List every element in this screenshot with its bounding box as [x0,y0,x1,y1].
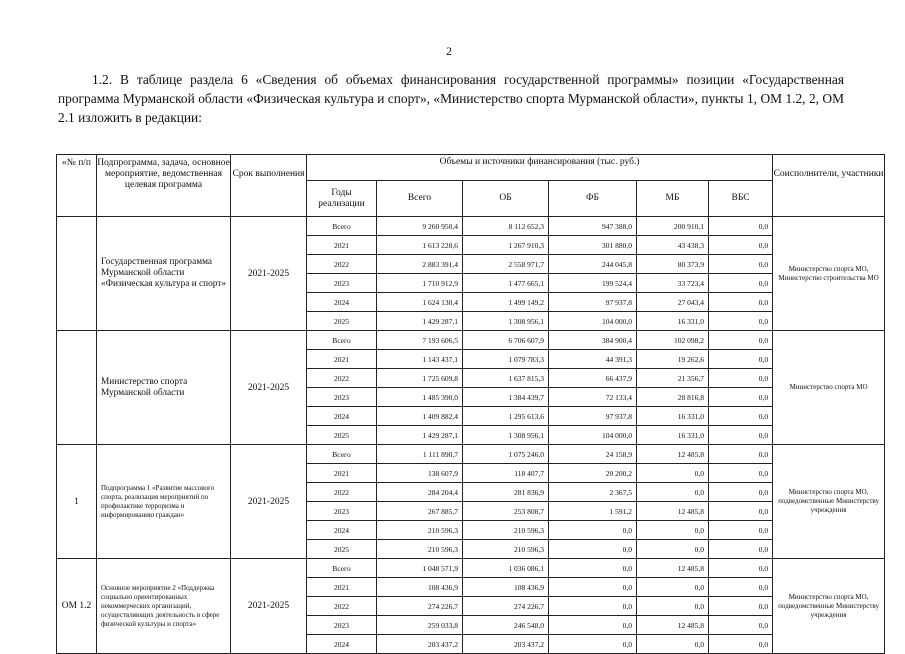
item-number [57,331,97,445]
vbs-cell: 0,0 [709,426,773,445]
header-vbs: ВБС [709,181,773,217]
fb-cell: 72 133,4 [549,388,637,407]
vbs-cell: 0,0 [709,540,773,559]
ob-cell: 1 079 783,3 [463,350,549,369]
item-term: 2021-2025 [231,445,307,559]
vbs-cell: 0,0 [709,559,773,578]
fb-cell: 384 900,4 [549,331,637,350]
fb-cell: 0,0 [549,616,637,635]
mb-cell: 0,0 [637,521,709,540]
year-cell: 2022 [307,255,377,274]
header-participants: Соисполнители, участники [773,155,885,217]
ob-cell: 1 036 086,1 [463,559,549,578]
funding-table [56,154,885,654]
total-cell: 284 204,4 [377,483,463,502]
table-row [57,559,885,578]
year-cell: 2023 [307,274,377,293]
year-cell: 2023 [307,502,377,521]
total-cell: 259 033,8 [377,616,463,635]
year-cell: Всего [307,331,377,350]
vbs-cell: 0,0 [709,369,773,388]
item-participants: Министерство спорта МО, подведомственные Министерству учреждения [773,559,885,654]
fb-cell: 244 045,8 [549,255,637,274]
mb-cell: 0,0 [637,540,709,559]
mb-cell: 43 438,3 [637,236,709,255]
fb-cell: 0,0 [549,635,637,654]
table-row [57,445,885,464]
fb-cell: 0,0 [549,540,637,559]
vbs-cell: 0,0 [709,521,773,540]
header-term: Срок выполнения [231,155,307,217]
ob-cell: 253 808,7 [463,502,549,521]
mb-cell: 0,0 [637,597,709,616]
total-cell: 203 437,2 [377,635,463,654]
vbs-cell: 0,0 [709,274,773,293]
total-cell: 138 607,9 [377,464,463,483]
item-participants: Министерство спорта МО, Министерство строительства МО [773,217,885,331]
vbs-cell: 0,0 [709,255,773,274]
fb-cell: 66 437,9 [549,369,637,388]
year-cell: 2022 [307,597,377,616]
year-cell: 2025 [307,540,377,559]
ob-cell: 118 407,7 [463,464,549,483]
year-cell: 2022 [307,369,377,388]
ob-cell: 1 308 956,1 [463,312,549,331]
year-cell: 2024 [307,521,377,540]
year-cell: 2022 [307,483,377,502]
total-cell: 1 048 571,9 [377,559,463,578]
ob-cell: 108 436,9 [463,578,549,597]
total-cell: 1 725 609,8 [377,369,463,388]
fb-cell: 0,0 [549,521,637,540]
mb-cell: 21 356,7 [637,369,709,388]
total-cell: 2 883 391,4 [377,255,463,274]
fb-cell: 97 937,8 [549,407,637,426]
year-cell: Всего [307,217,377,236]
vbs-cell: 0,0 [709,635,773,654]
ob-cell: 1 075 246,0 [463,445,549,464]
total-cell: 108 436,9 [377,578,463,597]
fb-cell: 301 880,0 [549,236,637,255]
year-cell: 2021 [307,236,377,255]
year-cell: 2023 [307,388,377,407]
mb-cell: 12 485,8 [637,559,709,578]
fb-cell: 1 591,2 [549,502,637,521]
total-cell: 1 710 912,9 [377,274,463,293]
ob-cell: 281 836,9 [463,483,549,502]
vbs-cell: 0,0 [709,483,773,502]
year-cell: 2021 [307,464,377,483]
mb-cell: 33 723,4 [637,274,709,293]
mb-cell: 0,0 [637,578,709,597]
item-name: Министерство спорта Мурманской области [97,331,231,445]
mb-cell: 16 331,0 [637,407,709,426]
ob-cell: 6 706 607,9 [463,331,549,350]
item-number [57,217,97,331]
item-participants: Министерство спорта МО, подведомственные Министерству учреждения [773,445,885,559]
vbs-cell: 0,0 [709,578,773,597]
ob-cell: 274 226,7 [463,597,549,616]
fb-cell: 2 367,5 [549,483,637,502]
ob-cell: 1 267 910,3 [463,236,549,255]
ob-cell: 1 499 149,2 [463,293,549,312]
item-term: 2021-2025 [231,217,307,331]
year-cell: Всего [307,559,377,578]
fb-cell: 97 937,8 [549,293,637,312]
header-ob: ОБ [463,181,549,217]
mb-cell: 12 485,8 [637,502,709,521]
ob-cell: 210 596,3 [463,540,549,559]
vbs-cell: 0,0 [709,597,773,616]
header-mb: МБ [637,181,709,217]
header-name: Подпрограмма, задача, основное мероприятие, ведомственная целевая программа [97,155,231,217]
vbs-cell: 0,0 [709,293,773,312]
mb-cell: 200 910,1 [637,217,709,236]
ob-cell: 1 477 665,1 [463,274,549,293]
item-name: Подпрограмма 1 «Развитие массового спорта, реализация мероприятий по профилактике терроризма и информированию граждан» [97,445,231,559]
total-cell: 210 596,3 [377,521,463,540]
item-name: Основное мероприятие 2 «Поддержка социально ориентированных некоммерческих организаций, осуществляющих деятельность в сфере физической культуры и спорта» [97,559,231,654]
vbs-cell: 0,0 [709,331,773,350]
fb-cell: 44 391,3 [549,350,637,369]
item-name: Государственная программа Мурманской области «Физическая культура и спорт» [97,217,231,331]
total-cell: 1 409 882,4 [377,407,463,426]
total-cell: 210 596,3 [377,540,463,559]
header-total: Всего [377,181,463,217]
total-cell: 267 885,7 [377,502,463,521]
mb-cell: 12 485,8 [637,445,709,464]
ob-cell: 2 558 971,7 [463,255,549,274]
fb-cell: 20 200,2 [549,464,637,483]
fb-cell: 104 000,0 [549,312,637,331]
ob-cell: 1 384 439,7 [463,388,549,407]
year-cell: 2025 [307,426,377,445]
mb-cell: 0,0 [637,464,709,483]
year-cell: 2024 [307,407,377,426]
total-cell: 7 193 606,5 [377,331,463,350]
vbs-cell: 0,0 [709,502,773,521]
vbs-cell: 0,0 [709,217,773,236]
item-participants: Министерство спорта МО [773,331,885,445]
fb-cell: 947 388,0 [549,217,637,236]
fb-cell: 104 000,0 [549,426,637,445]
item-number: 1 [57,445,97,559]
total-cell: 1 143 437,1 [377,350,463,369]
mb-cell: 19 262,6 [637,350,709,369]
vbs-cell: 0,0 [709,236,773,255]
ob-cell: 1 308 956,1 [463,426,549,445]
mb-cell: 27 043,4 [637,293,709,312]
vbs-cell: 0,0 [709,445,773,464]
vbs-cell: 0,0 [709,350,773,369]
total-cell: 9 260 950,4 [377,217,463,236]
table-row [57,331,885,350]
table-body [57,217,885,654]
header-fb: ФБ [549,181,637,217]
total-cell: 1 613 228,6 [377,236,463,255]
total-cell: 1 429 287,1 [377,426,463,445]
table-row [57,217,885,236]
fb-cell: 0,0 [549,597,637,616]
ob-cell: 1 295 613,6 [463,407,549,426]
mb-cell: 0,0 [637,483,709,502]
header-num: «№ п/п [57,155,97,217]
mb-cell: 80 373,9 [637,255,709,274]
item-term: 2021-2025 [231,331,307,445]
year-cell: 2021 [307,578,377,597]
fb-cell: 24 158,9 [549,445,637,464]
total-cell: 1 111 890,7 [377,445,463,464]
header-years: Годы реализации [307,181,377,217]
total-cell: 1 624 130,4 [377,293,463,312]
item-number: ОМ 1.2 [57,559,97,654]
mb-cell: 12 485,8 [637,616,709,635]
vbs-cell: 0,0 [709,388,773,407]
page-number: 2 [446,44,452,58]
year-cell: 2024 [307,293,377,312]
total-cell: 274 226,7 [377,597,463,616]
intro-paragraph: 1.2. В таблице раздела 6 «Сведения об объемах финансирования государственной программы» позиции «Государственная программа Мурманской области «Физическая культура и спорт», «Министерство спорта Мурманской области», пункты 1, ОМ 1.2, 2, ОМ 2.1 изложить в редакции: [58,72,844,125]
year-cell: 2025 [307,312,377,331]
vbs-cell: 0,0 [709,407,773,426]
year-cell: Всего [307,445,377,464]
fb-cell: 0,0 [549,559,637,578]
year-cell: 2023 [307,616,377,635]
ob-cell: 210 596,3 [463,521,549,540]
ob-cell: 246 548,0 [463,616,549,635]
ob-cell: 8 112 652,3 [463,217,549,236]
ob-cell: 1 637 815,3 [463,369,549,388]
ob-cell: 203 437,2 [463,635,549,654]
mb-cell: 0,0 [637,635,709,654]
vbs-cell: 0,0 [709,616,773,635]
fb-cell: 199 524,4 [549,274,637,293]
mb-cell: 16 331,0 [637,426,709,445]
mb-cell: 102 098,2 [637,331,709,350]
mb-cell: 16 331,0 [637,312,709,331]
header-funding: Объемы и источники финансирования (тыс. руб.) [307,155,773,181]
mb-cell: 28 816,8 [637,388,709,407]
total-cell: 1 485 390,0 [377,388,463,407]
year-cell: 2024 [307,635,377,654]
vbs-cell: 0,0 [709,464,773,483]
year-cell: 2021 [307,350,377,369]
vbs-cell: 0,0 [709,312,773,331]
total-cell: 1 429 287,1 [377,312,463,331]
item-term: 2021-2025 [231,559,307,654]
fb-cell: 0,0 [549,578,637,597]
